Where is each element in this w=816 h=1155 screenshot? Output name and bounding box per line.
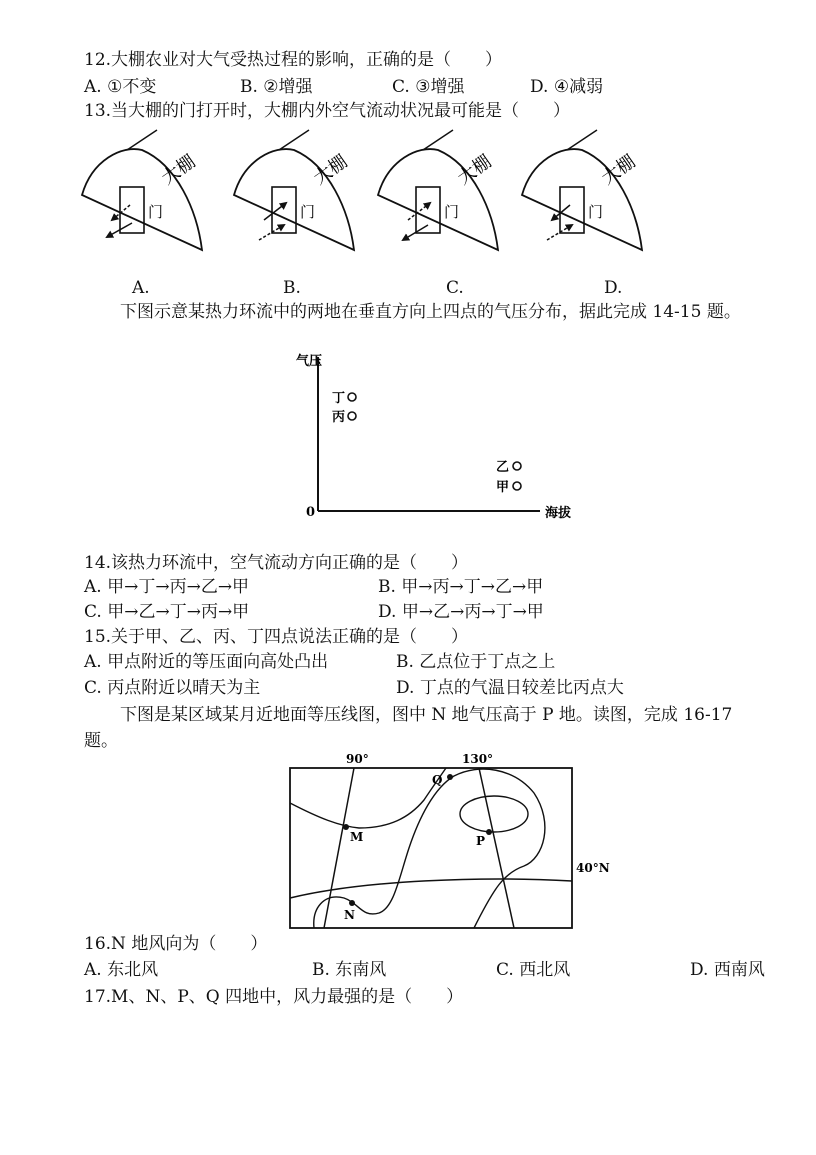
door-label-b: 门 xyxy=(300,203,316,221)
point-ding-label: 丁 xyxy=(332,391,346,406)
point-n-label: N xyxy=(344,908,355,922)
q16-option-b: B. 东南风 xyxy=(312,960,387,980)
q15-option-a: A. 甲点附近的等压面向高处凸出 xyxy=(84,652,329,672)
chart-xlabel: 海拔 xyxy=(545,506,572,521)
q13-option-a: A. xyxy=(132,278,150,298)
lon-label-130: 130° xyxy=(462,752,494,766)
q14-option-d: D. 甲→乙→丙→丁→甲 xyxy=(378,602,544,622)
q14-option-c: C. 甲→乙→丁→丙→甲 xyxy=(84,602,250,622)
q15-option-c: C. 丙点附近以晴天为主 xyxy=(84,678,261,698)
q14-option-a: A. 甲→丁→丙→乙→甲 xyxy=(84,577,250,597)
q15-option-d: D. 丁点的气温日较差比丙点大 xyxy=(396,678,624,698)
greenhouse-diagrams xyxy=(0,125,816,275)
door-label-d: 门 xyxy=(588,203,604,221)
q12-stem: 12.大棚农业对大气受热过程的影响，正确的是（ ） xyxy=(84,50,503,70)
pressure-chart xyxy=(290,345,600,530)
q15-stem: 15.关于甲、乙、丙、丁四点说法正确的是（ ） xyxy=(84,627,469,647)
q12-option-c: C. ③增强 xyxy=(392,77,465,97)
point-yi-label: 乙 xyxy=(496,460,510,475)
greenhouse-label-b: 大棚 xyxy=(309,151,352,190)
point-jia xyxy=(496,480,521,495)
q16-option-a: A. 东北风 xyxy=(84,960,159,980)
intro-16-17-line2: 题。 xyxy=(84,731,118,751)
point-m-label: M xyxy=(350,830,364,844)
q16-option-d: D. 西南风 xyxy=(690,960,765,980)
chart-ylabel: 气压 xyxy=(296,354,323,369)
q13-option-b: B. xyxy=(283,278,301,298)
point-p-label: P xyxy=(476,834,486,848)
q12-option-d: D. ④减弱 xyxy=(530,77,604,97)
lon-label-90: 90° xyxy=(346,752,369,766)
point-yi xyxy=(496,460,521,475)
point-jia-label: 甲 xyxy=(496,480,510,495)
door-label-a: 门 xyxy=(148,203,164,221)
point-bing xyxy=(332,410,356,425)
q13-option-c: C. xyxy=(446,278,464,298)
q12-option-a: A. ①不变 xyxy=(84,77,157,97)
q14-stem: 14.该热力环流中，空气流动方向正确的是（ ） xyxy=(84,553,469,573)
greenhouse-label-a: 大棚 xyxy=(157,151,200,190)
q16-option-c: C. 西北风 xyxy=(496,960,571,980)
point-bing-label: 丙 xyxy=(332,410,346,425)
q13-option-d: D. xyxy=(604,278,623,298)
greenhouse-diagram-c xyxy=(378,130,498,250)
q12-option-b: B. ②增强 xyxy=(240,77,313,97)
point-q-label: Q xyxy=(432,773,443,787)
q15-option-b: B. 乙点位于丁点之上 xyxy=(396,652,556,672)
intro-14-15: 下图示意某热力环流中的两地在垂直方向上四点的气压分布，据此完成 14-15 题。 xyxy=(120,302,741,322)
greenhouse-diagram-a xyxy=(82,130,202,250)
isobar-map xyxy=(284,748,614,933)
greenhouse-label-c: 大棚 xyxy=(453,151,496,190)
door-label-c: 门 xyxy=(444,203,460,221)
q13-stem: 13.当大棚的门打开时，大棚内外空气流动状况最可能是（ ） xyxy=(84,101,571,121)
greenhouse-label-d: 大棚 xyxy=(597,151,640,190)
q14-option-b: B. 甲→丙→丁→乙→甲 xyxy=(378,577,544,597)
q17-stem: 17.M、N、P、Q 四地中，风力最强的是（ ） xyxy=(84,987,464,1007)
q16-stem: 16.N 地风向为（ ） xyxy=(84,934,268,954)
greenhouse-diagram-b xyxy=(234,130,354,250)
lat-label-40n: 40°N xyxy=(576,861,610,875)
chart-origin: 0 xyxy=(306,505,316,520)
intro-16-17-line1: 下图是某区域某月近地面等压线图，图中 N 地气压高于 P 地。读图，完成 16-17 xyxy=(120,705,733,725)
point-ding xyxy=(332,391,356,406)
greenhouse-diagram-d xyxy=(522,130,642,250)
